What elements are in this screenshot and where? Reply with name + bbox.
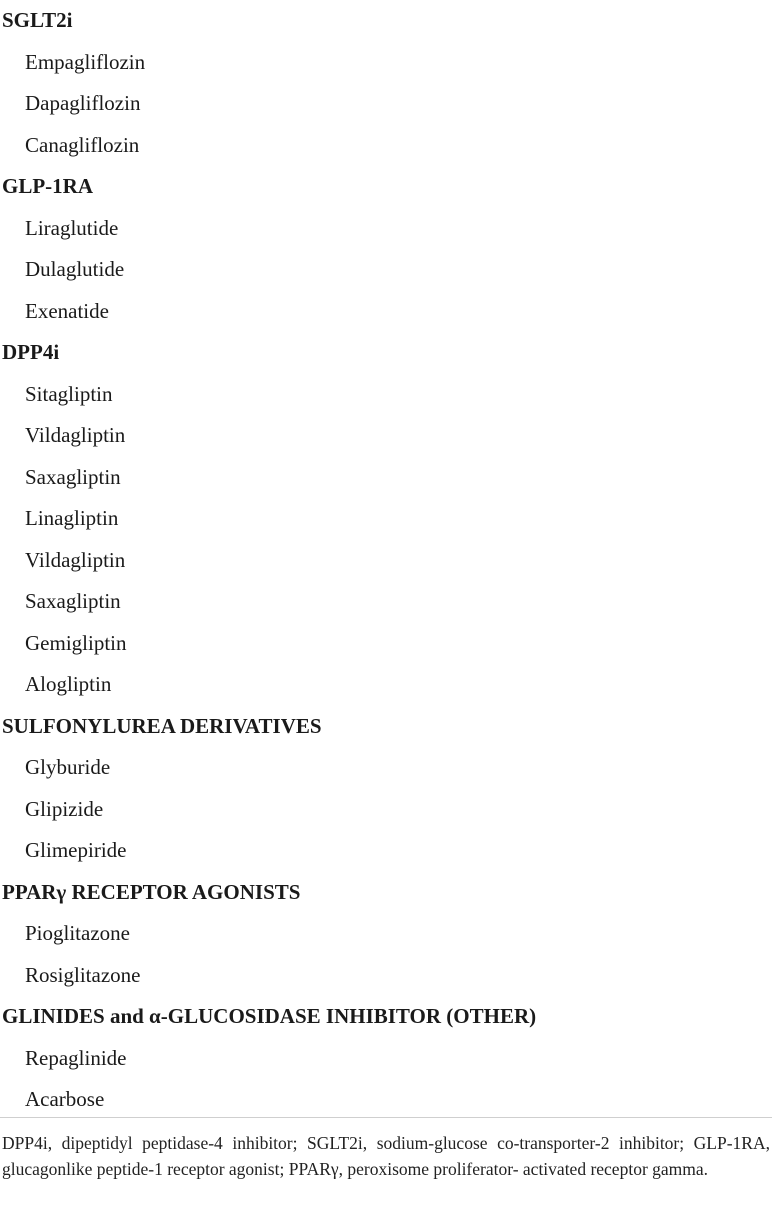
drug-item: Saxagliptin <box>25 464 121 489</box>
footnote-divider <box>0 1117 772 1118</box>
category-heading-glp1ra: GLP-1RA <box>2 174 93 198</box>
drug-item: Liraglutide <box>25 215 119 240</box>
drug-item: Repaglinide <box>25 1045 127 1070</box>
drug-item: Pioglitazone <box>25 921 130 945</box>
drug-item: Glipizide <box>25 796 104 821</box>
drug-item: Glimepiride <box>25 838 127 862</box>
drug-item: Glyburide <box>25 755 111 779</box>
category-heading-sulfonylurea: SULFONYLUREA DERIVATIVES <box>2 713 322 738</box>
drug-item: Dapagliflozin <box>25 91 141 115</box>
drug-item: Gemigliptin <box>25 630 127 655</box>
category-heading-ppar-gamma: PPARγ RECEPTOR AGONISTS <box>2 879 301 904</box>
category-heading-sglt2i: SGLT2i <box>2 8 73 32</box>
category-heading-dpp4i: DPP4i <box>2 340 60 364</box>
drug-item: Exenatide <box>25 298 109 323</box>
drug-item: Alogliptin <box>25 672 112 696</box>
category-heading-glinides-other: GLINIDES and α-GLUCOSIDASE INHIBITOR (OTHER) <box>2 1004 537 1028</box>
drug-item: Vildagliptin <box>25 547 126 572</box>
drug-item: Canagliflozin <box>25 132 140 157</box>
drug-item: Sitagliptin <box>25 381 113 406</box>
drug-item: Rosiglitazone <box>25 962 141 987</box>
drug-item: Empagliflozin <box>25 49 146 74</box>
drug-item: Linagliptin <box>25 506 119 530</box>
drug-item: Saxagliptin <box>25 589 121 613</box>
drug-item: Dulaglutide <box>25 257 125 281</box>
abbreviation-footnote: DPP4i, dipeptidyl peptidase-4 inhibitor; SGLT2i, sodium-glucose co-transporter-2 inhibitor; GLP-1RA, glucagonlike peptide-1 receptor agonist; PPARγ, peroxisome proliferator- activated receptor gamma. <box>2 1133 770 1179</box>
drug-item: Vildagliptin <box>25 423 126 447</box>
drug-item: Acarbose <box>25 1087 105 1111</box>
